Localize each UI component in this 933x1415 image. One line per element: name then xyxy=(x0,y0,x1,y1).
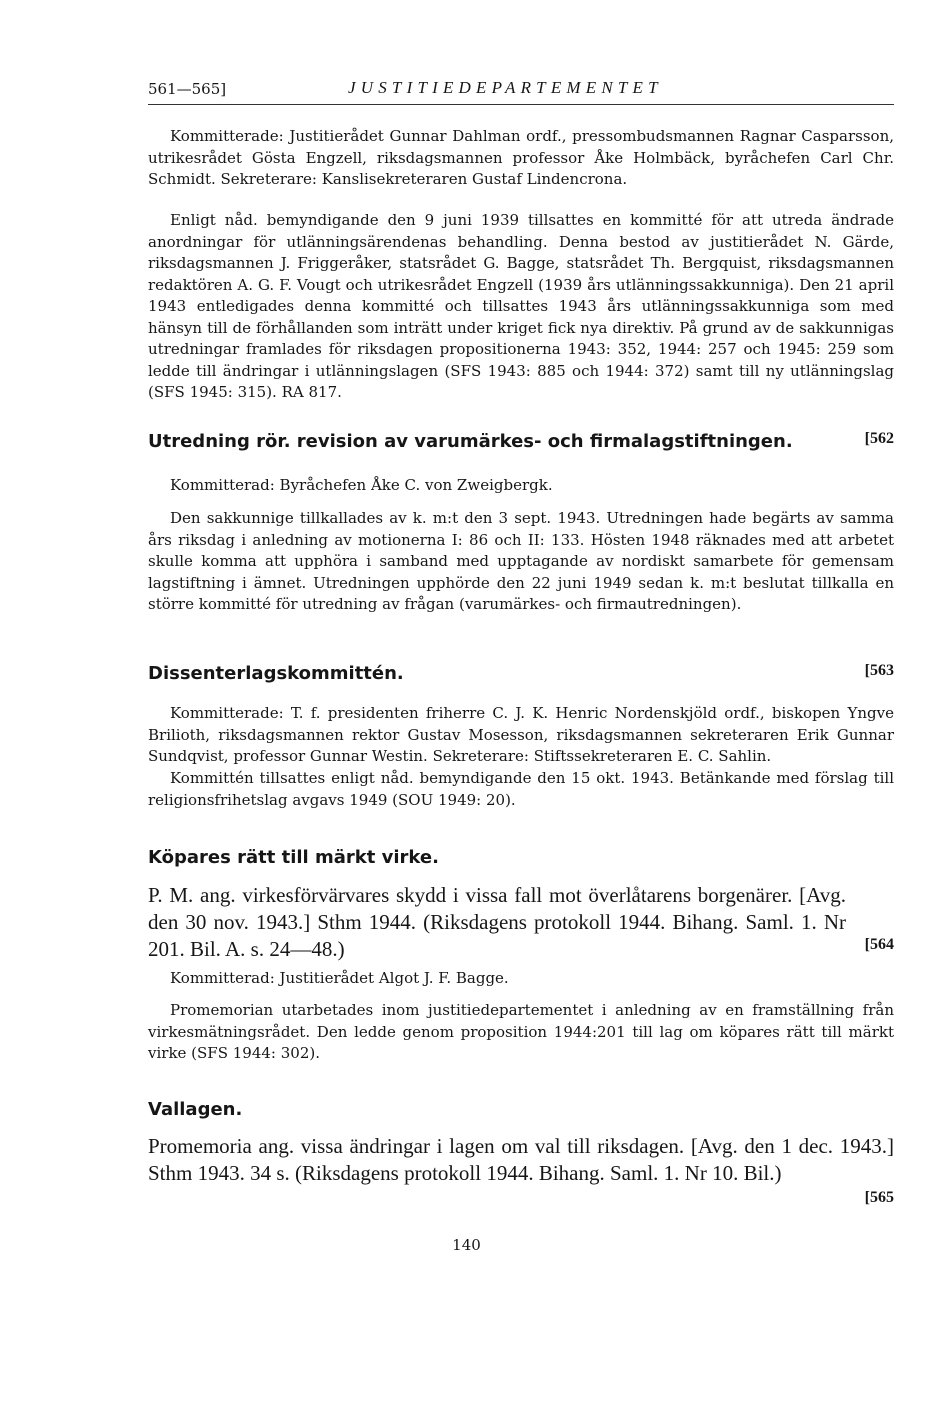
s562-heading: Utredning rör. revision av varumärkes- och firmalagstiftningen. xyxy=(148,431,793,452)
s563-body: Kommittén tillsattes enligt nåd. bemyndigande den 15 okt. 1943. Betänkande med förslag till religionsfrihetslag avgavs 1949 (SOU 1949: 20). xyxy=(148,769,894,809)
s565-heading: Vallagen. xyxy=(148,1099,243,1120)
header-rule xyxy=(148,104,894,105)
s562-members: Kommitterad: Byråchefen Åke C. von Zweigbergk. xyxy=(170,476,553,494)
s564-ref: [564 xyxy=(864,936,894,953)
s562-heading-row xyxy=(148,430,894,456)
s564-body: Promemorian utarbetades inom justitiedepartementet i anledning av en framställning från virkesmätningsrådet. Den ledde genom proposition 1944:201 till lag om köpares rätt till märkt virke (SFS 1944: 302). xyxy=(148,1001,894,1062)
running-header xyxy=(148,78,894,102)
header-title: JUSTITIEDEPARTEMENTET xyxy=(348,78,663,97)
page-number: 140 xyxy=(452,1236,481,1254)
s563-members: Kommitterade: T. f. presidenten friherre C. J. K. Henric Nordenskjöld ordf., biskopen Yngve Brilioth, riksdagsmannen rektor Gustav Mosesson, riksdagsmannen sekreteraren Erik Gunnar Sundqvist, professor Gunnar Westin. Sekreterare: Stiftssekreteraren E. C. Sahlin. xyxy=(148,704,894,765)
s565-title-block xyxy=(148,1133,894,1206)
s565-ref: [565 xyxy=(864,1189,894,1206)
s562-body: Den sakkunnige tillkallades av k. m:t den 3 sept. 1943. Utredningen hade begärts av samma års riksdag i anledning av motionerna I: 86 och II: 133. Hösten 1948 räknades med att arbetet skulle komma att upphöra i samband med upptagande av nordiskt samarbete för gemensam lagstiftning i ämnet. Utredningen upphörde den 22 juni 1949 sedan k. m:t beslutat tillkalla en större kommitté för utredning av frågan (varumärkes- och firmautredningen). xyxy=(148,509,894,613)
s564-title-block xyxy=(148,882,894,963)
s563-heading-row xyxy=(148,662,894,688)
s565-heading-row xyxy=(148,1098,894,1124)
s564-heading-row xyxy=(148,846,894,872)
s564-heading: Köpares rätt till märkt virke. xyxy=(148,847,439,868)
s564-title: P. M. ang. virkesförvärvares skydd i vissa fall mot överlåtarens borgenärer. [Avg. den 30 nov. 1943.] Sthm 1944. (Riksdagens protokoll 1944. Bihang. Saml. 1. Nr 201. Bil. A. s. 24—48.) xyxy=(148,883,846,961)
s561-members: Kommitterade: Justitierådet Gunnar Dahlman ordf., pressombudsmannen Ragnar Casparsson, utrikesrådet Gösta Engzell, riksdagsmannen professor Åke Holmbäck, byråchefen Carl Chr. Schmidt. Sekreterare: Kanslisekreteraren Gustaf Lindencrona. xyxy=(148,127,894,188)
header-page-range: 561—565] xyxy=(148,80,227,98)
s561-body: Enligt nåd. bemyndigande den 9 juni 1939 tillsattes en kommitté för att utreda ändrade anordningar för utlänningsärendenas behandling. Denna bestod av justitierådet N. Gärde, riksdagsmannen J. Friggeråker, statsrådet G. Bagge, statsrådet Th. Bergquist, riksdagsmannen redaktören A. G. F. Vougt och utrikesrådet Engzell (1939 års utlänningssakkunniga). Den 21 april 1943 entledigades denna kommitté och tillsattes 1943 års utlänningssakkunniga som med hänsyn till de förhållanden som inträtt under kriget fick nya direktiv. På grund av de sakkunnigas utredningar framlades för riksdagen propositionerna 1943: 352, 1944: 257 och 1945: 259 som ledde till ändringar i utlänningslagen (SFS 1943: 885 och 1944: 372) samt till ny utlänningslag (SFS 1945: 315). RA 817. xyxy=(148,211,894,401)
s565-title: Promemoria ang. vissa ändringar i lagen om val till riksdagen. [Avg. den 1 dec. 1943.] Sthm 1943. 34 s. (Riksdagens protokoll 1944. Bihang. Saml. 1. Nr 10. Bil.) xyxy=(148,1134,894,1185)
s562-ref: [562 xyxy=(864,430,894,447)
s564-members: Kommitterad: Justitierådet Algot J. F. Bagge. xyxy=(170,969,509,987)
s563-ref: [563 xyxy=(864,662,894,679)
s563-heading: Dissenterlagskommittén. xyxy=(148,663,404,684)
